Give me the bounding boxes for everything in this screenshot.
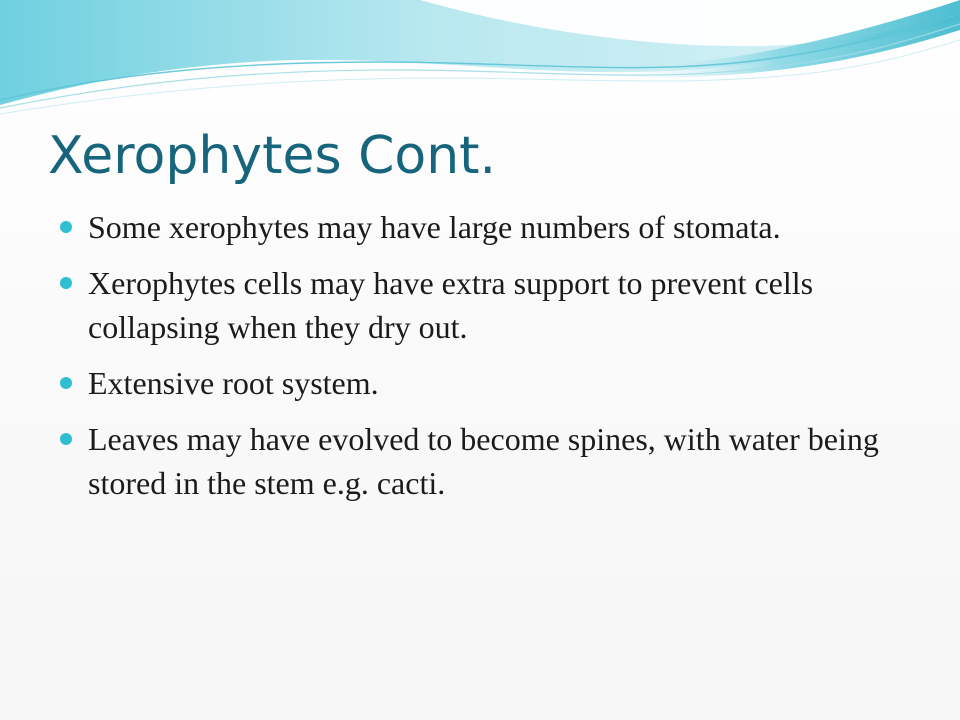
bullet-dot-icon xyxy=(60,433,72,445)
bullet-item xyxy=(60,361,920,405)
bullet-text: Extensive root system. xyxy=(88,365,379,401)
bullet-list xyxy=(60,205,920,517)
bullet-text: Leaves may have evolved to become spines, with water being stored in the stem e.g. cacti. xyxy=(88,421,879,501)
bullet-dot-icon xyxy=(60,377,72,389)
bullet-dot-icon xyxy=(60,221,72,233)
bullet-item xyxy=(60,205,920,249)
bullet-text: Xerophytes cells may have extra support to prevent cells collapsing when they dry out. xyxy=(88,265,814,345)
bullet-item xyxy=(60,261,920,349)
slide-title: Xerophytes Cont. xyxy=(48,126,497,186)
bullet-text: Some xerophytes may have large numbers of stomata. xyxy=(88,209,781,245)
bullet-dot-icon xyxy=(60,277,72,289)
wave-header-decoration xyxy=(0,0,960,130)
bullet-item xyxy=(60,417,920,505)
